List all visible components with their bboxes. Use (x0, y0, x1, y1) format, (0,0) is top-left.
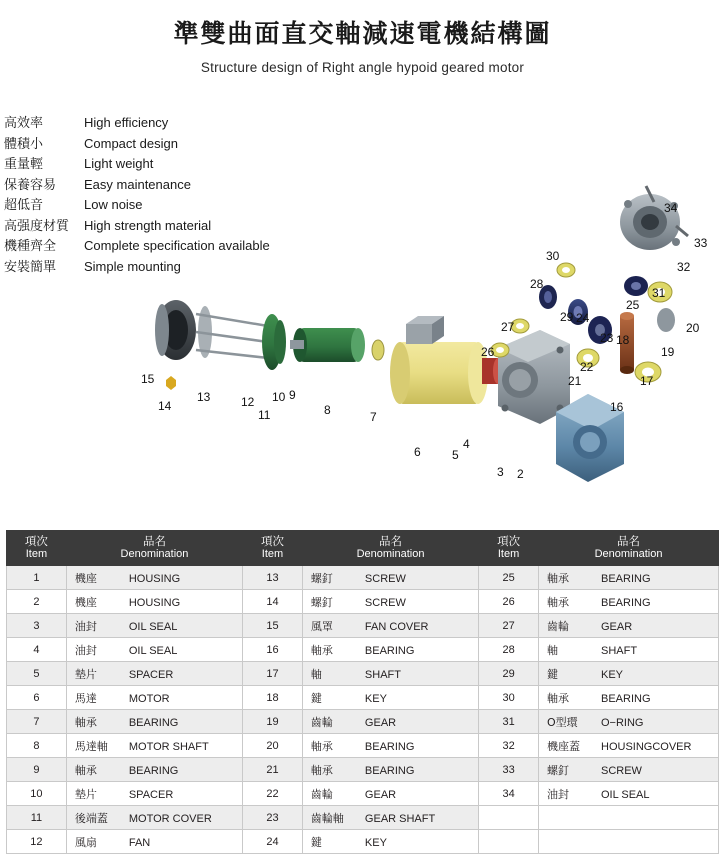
header-item-1 (7, 531, 67, 566)
cell-name-cn: 齒輪 (310, 787, 333, 801)
cell-name-cn: 軸 (310, 667, 322, 681)
cell-name-en: MOTOR (128, 692, 170, 705)
feature-label-cn: 保養容易 (4, 177, 57, 193)
cell-name-en: FAN COVER (364, 620, 429, 633)
callout-17: 17 (640, 374, 654, 388)
cell-item: 20 (243, 734, 303, 758)
cell-item: 34 (479, 782, 539, 806)
header-name-en: Denomination (120, 548, 189, 561)
cell-name (539, 734, 719, 758)
callout-16: 16 (610, 400, 624, 414)
cell-name-en: BEARING (128, 764, 179, 777)
cell-name (66, 758, 242, 782)
cell-name (539, 686, 719, 710)
cell-item: 33 (479, 758, 539, 782)
cell-name-en: SHAFT (364, 668, 401, 681)
parts-table-head (7, 531, 719, 566)
cell-name (66, 638, 242, 662)
cell-name (302, 686, 478, 710)
cell-name-en: BEARING (364, 644, 415, 657)
cell-name-cn: 鍵 (310, 691, 322, 705)
cell-name-cn: 軸承 (547, 571, 569, 585)
cell-name-cn: 馬達軸 (74, 739, 108, 753)
callout-28: 28 (530, 277, 544, 291)
header-item-en: Item (497, 548, 520, 561)
callout-26: 26 (481, 345, 495, 359)
header-item-en: Item (261, 548, 284, 561)
cell-name (66, 734, 242, 758)
cell-name-cn: 風罩 (310, 619, 333, 633)
cell-name-en: SCREW (364, 596, 406, 609)
cell-name-en: SCREW (601, 764, 642, 777)
cell-item: 12 (7, 830, 67, 854)
cell-name-cn: 油封 (74, 643, 97, 657)
cell-name (539, 782, 719, 806)
table-row (7, 662, 719, 686)
parts-table (6, 530, 719, 854)
cell-item: 6 (7, 686, 67, 710)
cell-name-en: HOUSINGCOVER (601, 740, 692, 753)
cell-name-en: SHAFT (601, 644, 638, 657)
cell-item: 17 (243, 662, 303, 686)
cell-name (302, 614, 478, 638)
cell-item: 27 (479, 614, 539, 638)
cell-name-cn: 機座蓋 (547, 739, 580, 753)
cell-name-cn: 螺釘 (310, 595, 333, 609)
part-small-nut (166, 376, 176, 390)
header-name-cn: 品名 (142, 534, 166, 548)
cell-name (66, 662, 242, 686)
callout-18: 18 (616, 333, 630, 347)
header-item-2 (243, 531, 303, 566)
cell-name (66, 710, 242, 734)
cell-name (539, 614, 719, 638)
page-title-cn: 準雙曲面直交軸減速電機結構圖 (173, 19, 552, 48)
cell-name-en: OIL SEAL (128, 644, 178, 657)
callout-20: 20 (686, 321, 700, 335)
cell-name (66, 686, 242, 710)
callout-31: 31 (652, 286, 666, 300)
callout-5: 5 (452, 448, 459, 462)
cell-item: 7 (7, 710, 67, 734)
cell-name-en: GEAR (364, 788, 397, 801)
cell-name-en: MOTOR SHAFT (128, 740, 209, 753)
cell-item: 23 (243, 806, 303, 830)
callout-3: 3 (497, 465, 504, 479)
cell-name-en: KEY (364, 836, 387, 849)
callout-13: 13 (197, 390, 211, 404)
cell-item: 18 (243, 686, 303, 710)
header-item-cn: 項次 (24, 534, 48, 548)
exploded-assembly-diagram (0, 180, 725, 500)
cell-name-cn: 軸 (547, 643, 558, 657)
cell-name-cn: 油封 (74, 619, 97, 633)
cell-name-cn: 油封 (547, 787, 569, 801)
cell-name-cn: 軸承 (74, 715, 97, 729)
cell-name-en: SPACER (128, 668, 174, 681)
cell-item-empty (479, 830, 539, 854)
cell-item: 11 (7, 806, 67, 830)
cell-item: 22 (243, 782, 303, 806)
cell-name (66, 830, 242, 854)
callout-4: 4 (463, 437, 470, 451)
cell-item: 26 (479, 590, 539, 614)
cell-name (302, 566, 478, 590)
callout-24: 24 (576, 311, 590, 325)
callout-8: 8 (324, 403, 331, 417)
cell-name-cn: 齒輪軸 (310, 811, 344, 825)
cell-item: 2 (7, 590, 67, 614)
feature-label-en: Compact design (84, 135, 178, 151)
cell-name-cn: 馬達 (74, 691, 97, 705)
cell-name-en: GEAR SHAFT (364, 812, 436, 825)
cell-item: 28 (479, 638, 539, 662)
header-item-en: Item (25, 548, 48, 561)
feature-item (4, 133, 334, 154)
cell-name-en: BEARING (128, 716, 179, 729)
cell-name (66, 782, 242, 806)
cell-name-en: KEY (601, 668, 624, 681)
cell-name-en: BEARING (364, 764, 415, 777)
cell-item: 21 (243, 758, 303, 782)
cell-name-en: BEARING (601, 692, 651, 705)
cell-name-cn: 機座 (74, 595, 97, 609)
header-name-en: Denomination (594, 548, 663, 561)
cell-name (302, 710, 478, 734)
cell-name-en: O−RING (601, 716, 644, 729)
cell-name (66, 566, 242, 590)
cell-item-empty (479, 806, 539, 830)
cell-item: 5 (7, 662, 67, 686)
cell-name (302, 806, 478, 830)
header-name-en: Denomination (356, 548, 425, 561)
callout-14: 14 (158, 399, 172, 413)
cell-name (539, 638, 719, 662)
cell-item: 10 (7, 782, 67, 806)
callout-11: 11 (258, 408, 271, 422)
cell-name (302, 590, 478, 614)
cell-item: 15 (243, 614, 303, 638)
cell-item: 13 (243, 566, 303, 590)
cell-name-cn: 鍵 (310, 835, 322, 849)
cell-item: 3 (7, 614, 67, 638)
cell-name-empty (539, 830, 719, 854)
callout-32: 32 (677, 260, 691, 274)
cell-name-cn: 軸承 (310, 643, 333, 657)
cell-item: 4 (7, 638, 67, 662)
cell-name-cn: 風扇 (74, 835, 97, 849)
cell-name-cn: 螺釘 (310, 571, 333, 585)
feature-label-cn: 重量輕 (4, 157, 44, 172)
feature-item (4, 112, 334, 133)
cell-name (66, 590, 242, 614)
callout-27: 27 (501, 320, 515, 334)
part-motor-cover (262, 314, 286, 370)
cell-name (539, 566, 719, 590)
cell-name-en: BEARING (601, 572, 651, 585)
cell-item: 8 (7, 734, 67, 758)
header-name-3 (539, 531, 719, 566)
cell-name-en: HOUSING (128, 572, 181, 585)
table-row (7, 806, 719, 830)
cell-item: 32 (479, 734, 539, 758)
callout-23: 23 (600, 331, 614, 345)
cell-name (302, 734, 478, 758)
callout-25: 25 (626, 298, 640, 312)
cell-name (302, 638, 478, 662)
header-name-1 (66, 531, 242, 566)
cell-name (66, 806, 242, 830)
feature-label-cn: 體積小 (4, 136, 44, 152)
table-row (7, 830, 719, 854)
callout-19: 19 (661, 345, 675, 359)
header-item-cn: 項次 (261, 534, 284, 548)
cell-name-cn: 鍵 (547, 667, 558, 681)
cell-item: 25 (479, 566, 539, 590)
feature-label-cn: 高效率 (4, 116, 44, 131)
header-name-cn: 品名 (379, 534, 403, 548)
cell-name-cn: O型環 (547, 715, 578, 729)
feature-label-en: High efficiency (84, 115, 169, 130)
cell-item: 24 (243, 830, 303, 854)
cell-name (302, 830, 478, 854)
table-row (7, 710, 719, 734)
part-bearing-small (372, 340, 384, 360)
header-item-3 (479, 531, 539, 566)
parts-table-body (7, 566, 719, 854)
table-row (7, 638, 719, 662)
table-row (7, 686, 719, 710)
header-name-cn: 品名 (617, 534, 640, 548)
title-block (0, 0, 725, 75)
cell-name-cn: 螺釘 (547, 763, 569, 777)
callout-22: 22 (580, 360, 594, 374)
cell-item: 9 (7, 758, 67, 782)
cell-name (539, 590, 719, 614)
feature-label-cn: 超低音 (4, 198, 44, 213)
cell-name-en: BEARING (601, 596, 651, 609)
feature-label-en: Complete specification available (84, 238, 270, 253)
feature-label-cn: 安裝簡單 (4, 259, 57, 275)
cell-item: 31 (479, 710, 539, 734)
callout-12: 12 (241, 395, 255, 409)
cell-item: 1 (7, 566, 67, 590)
cell-name (302, 662, 478, 686)
callout-33: 33 (694, 236, 708, 250)
cell-name-cn: 齒輪 (310, 715, 333, 729)
table-header-row (7, 531, 719, 566)
cell-name-cn: 軸承 (547, 691, 569, 705)
cell-item: 14 (243, 590, 303, 614)
cell-item: 19 (243, 710, 303, 734)
table-row (7, 782, 719, 806)
callout-34: 34 (664, 201, 678, 215)
cell-name-cn: 軸承 (74, 763, 97, 777)
callout-9: 9 (289, 388, 296, 402)
part-fan-cover (155, 300, 196, 360)
cell-item: 16 (243, 638, 303, 662)
table-row (7, 614, 719, 638)
callout-6: 6 (414, 445, 421, 459)
feature-label-cn: 高强度材質 (4, 218, 70, 234)
cell-name (302, 758, 478, 782)
callout-21: 21 (568, 374, 582, 388)
part-motor-housing (390, 316, 488, 404)
table-row (7, 758, 719, 782)
cell-name-en: GEAR (601, 620, 633, 633)
cell-name (539, 758, 719, 782)
callout-10: 10 (272, 390, 286, 404)
header-item-cn: 項次 (497, 534, 521, 548)
callout-29: 29 (560, 310, 574, 324)
feature-label-cn: 機種齊全 (4, 239, 57, 254)
cell-name (66, 614, 242, 638)
cell-name-en: OIL SEAL (601, 788, 650, 801)
cell-item: 30 (479, 686, 539, 710)
feature-label-en: Low noise (84, 197, 143, 212)
cell-name-en: BEARING (364, 740, 415, 753)
part-housing-gray (498, 330, 570, 424)
table-row (7, 566, 719, 590)
cell-name-cn: 軸承 (310, 739, 333, 753)
callout-7: 7 (370, 410, 377, 424)
cell-name-cn: 齒輪 (547, 619, 569, 633)
cell-name-en: FAN (128, 836, 151, 849)
feature-item (4, 153, 334, 174)
cell-name-empty (539, 806, 719, 830)
cell-name (539, 662, 719, 686)
cell-name-en: KEY (364, 692, 387, 705)
callout-2: 2 (517, 467, 524, 481)
cell-name-en: MOTOR COVER (128, 812, 212, 825)
feature-label-en: Light weight (84, 156, 154, 171)
cell-name-cn: 後端蓋 (74, 811, 108, 825)
callout-30: 30 (546, 249, 560, 263)
header-name-2 (302, 531, 478, 566)
cell-name-cn: 機座 (74, 571, 97, 585)
cell-name-en: SCREW (364, 572, 406, 585)
page-title-en: Structure design of Right angle hypoid geared motor (200, 60, 525, 75)
cell-name (539, 710, 719, 734)
cell-name-en: HOUSING (128, 596, 181, 609)
feature-label-en: Easy maintenance (84, 176, 191, 192)
cell-name-cn: 墊片 (74, 667, 97, 681)
feature-label-en: High strength material (84, 217, 212, 233)
cell-name-en: OIL SEAL (128, 620, 178, 633)
feature-label-en: Simple mounting (84, 258, 181, 274)
cell-name-cn: 軸承 (547, 595, 569, 609)
cell-name (302, 782, 478, 806)
part-motor (290, 328, 365, 362)
cell-name-cn: 墊片 (74, 787, 97, 801)
callout-15: 15 (141, 372, 155, 386)
table-row (7, 734, 719, 758)
cell-name-en: GEAR (364, 716, 397, 729)
cell-name-cn: 軸承 (310, 763, 333, 777)
table-row (7, 590, 719, 614)
cell-item: 29 (479, 662, 539, 686)
cell-name-en: SPACER (128, 788, 174, 801)
